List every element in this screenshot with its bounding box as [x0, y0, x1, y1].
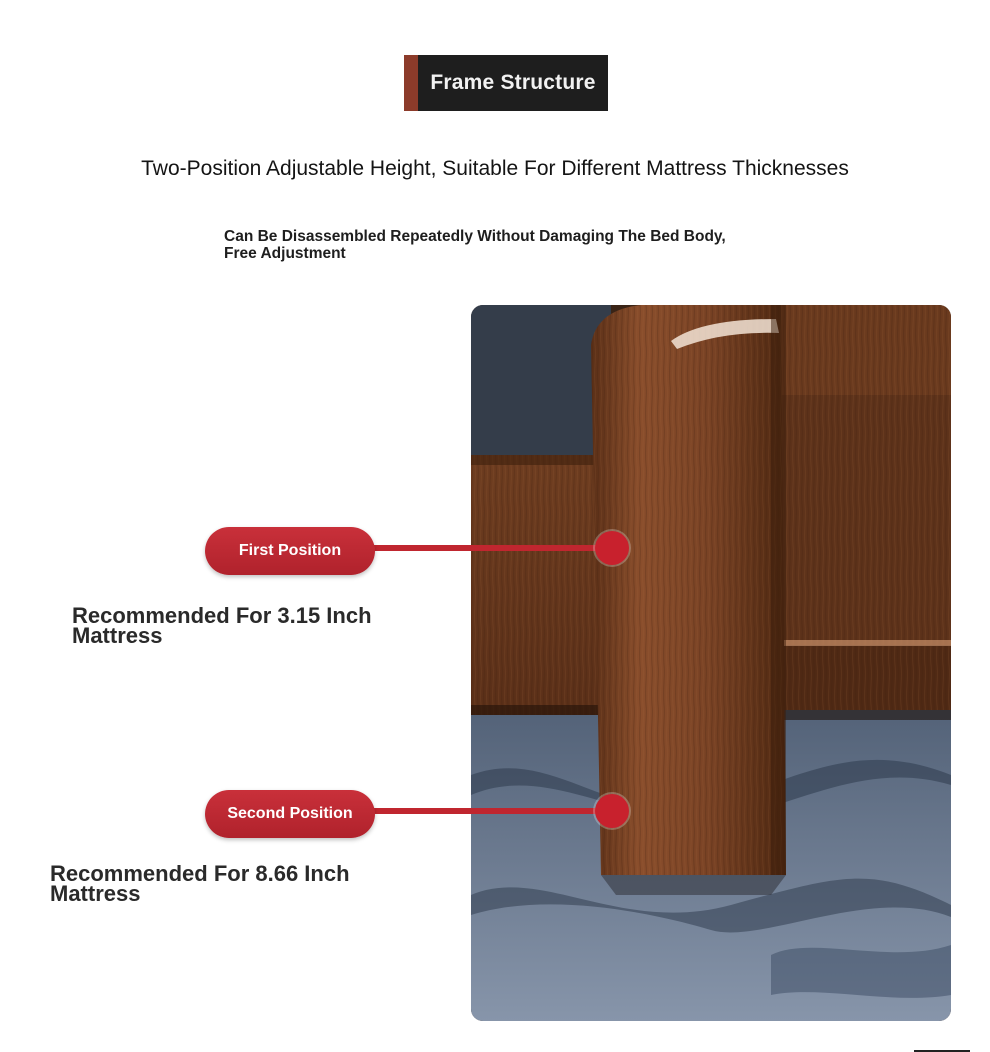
headline: Two-Position Adjustable Height, Suitable For Different Mattress Thicknesses: [141, 157, 849, 180]
bed-leg-photo: [471, 305, 951, 1021]
section-badge: [404, 55, 608, 111]
badge-label: Frame Structure: [430, 71, 596, 94]
first-position-marker: [595, 531, 629, 565]
subline-line-1: Can Be Disassembled Repeatedly Without Damaging The Bed Body,: [224, 228, 726, 245]
first-position-recommendation: [72, 603, 372, 648]
second-position-marker: [595, 794, 629, 828]
second-recommendation-line-1: Recommended For 8.66 Inch: [50, 861, 350, 886]
second-position-connector: [372, 808, 608, 814]
second-position-recommendation: [50, 861, 350, 906]
first-position-pill: First Position: [205, 527, 375, 575]
first-recommendation-line-2: Mattress: [72, 623, 163, 648]
second-recommendation-line-2: Mattress: [50, 881, 141, 906]
subline-line-2: Free Adjustment: [224, 245, 346, 262]
badge-accent: [404, 55, 418, 111]
first-recommendation-line-1: Recommended For 3.15 Inch: [72, 603, 372, 628]
second-position-pill: Second Position: [205, 790, 375, 838]
subline: [224, 228, 784, 262]
first-position-connector: [372, 545, 608, 551]
